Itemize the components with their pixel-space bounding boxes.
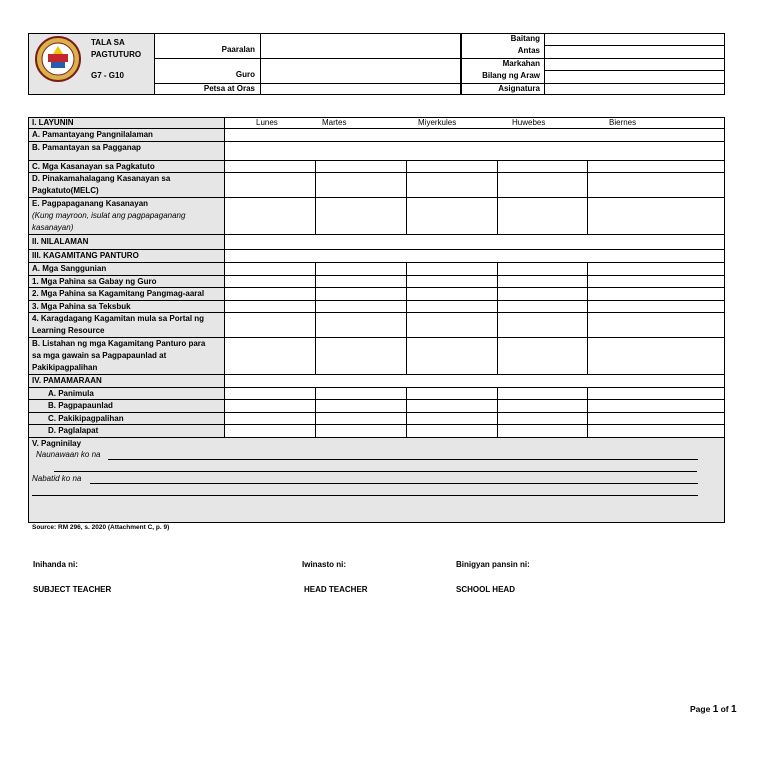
field-label-asignatura: Asignatura xyxy=(498,84,540,93)
petsa-input[interactable] xyxy=(262,85,459,94)
field-label-baitang: Baitang xyxy=(510,34,540,43)
header-title-line1: TALA SA xyxy=(91,38,125,47)
day-header-biernes: Biernes xyxy=(609,118,637,127)
row-layunin: I. LAYUNIN xyxy=(32,118,74,127)
row-pamantayang-pangnilalaman: A. Pamantayang Pangnilalaman xyxy=(32,130,153,139)
row-pamantayan-pagganap: B. Pamantayan sa Pagganap xyxy=(32,143,141,152)
row-pangmag-aaral: 2. Mga Pahina sa Kagamitang Pangmag-aaral xyxy=(32,289,205,298)
guro-input[interactable] xyxy=(262,60,459,82)
paaralan-input[interactable] xyxy=(262,35,459,57)
header-title-line2: PAGTUTURO xyxy=(91,50,142,59)
row-pakikipagpalihan: C. Pakikipagpalihan xyxy=(48,414,124,423)
nabatid-line1[interactable] xyxy=(90,483,698,484)
row-pagpapaganang: E. Pagpapaganang Kasanayan xyxy=(32,199,149,208)
row-panimula: A. Panimula xyxy=(48,389,94,398)
naunawaan-label: Naunawaan ko na xyxy=(36,450,101,459)
row-sanggunian: A. Mga Sanggunian xyxy=(32,264,107,273)
naunawaan-line2[interactable] xyxy=(54,471,697,472)
row-pagpapaunlad: B. Pagpapaunlad xyxy=(48,401,113,410)
field-label-antas: Antas xyxy=(517,46,540,55)
row-kagamitang-panturo: III. KAGAMITANG PANTURO xyxy=(32,251,139,260)
school-head-label: SCHOOL HEAD xyxy=(456,585,515,594)
field-label-paaralan: Paaralan xyxy=(221,45,255,54)
row-portal-line2: Learning Resource xyxy=(32,326,105,335)
row-nilalaman: II. NILALAMAN xyxy=(32,237,89,246)
day-header-lunes: Lunes xyxy=(256,118,278,127)
field-label-petsa: Petsa at Oras xyxy=(203,84,255,93)
row-pagpapaganang-note1: (Kung mayroon, isulat ang pagpapaganang xyxy=(32,211,186,220)
field-label-bilang: Bilang ng Araw xyxy=(482,71,540,80)
day-header-martes: Martes xyxy=(322,118,347,127)
inihanda-label: Inihanda ni: xyxy=(33,560,78,569)
naunawaan-line1[interactable] xyxy=(108,459,698,460)
nabatid-label: Nabatid ko na xyxy=(32,474,82,483)
deped-seal-logo xyxy=(33,36,83,82)
header-grades: G7 - G10 xyxy=(91,71,124,80)
row-pamamaraan: IV. PAMAMARAAN xyxy=(32,376,102,385)
field-label-markahan: Markahan xyxy=(502,59,540,68)
row-listahan-line3: Pakikipagpalihan xyxy=(32,363,98,372)
head-teacher-label: HEAD TEACHER xyxy=(304,585,368,594)
day-header-huwebes: Huwebes xyxy=(512,118,546,127)
subject-teacher-label: SUBJECT TEACHER xyxy=(33,585,112,594)
row-kasanayan-pagkatuto: C. Mga Kasanayan sa Pagkatuto xyxy=(32,162,155,171)
day-header-miyerkules: Miyerkules xyxy=(418,118,457,127)
field-label-guro: Guro xyxy=(235,70,255,79)
row-melc-line2: Pagkatuto(MELC) xyxy=(32,186,99,195)
nabatid-line2[interactable] xyxy=(32,495,698,496)
binigyan-label: Binigyan pansin ni: xyxy=(456,560,530,569)
iwinasto-label: Iwinasto ni: xyxy=(302,560,346,569)
source-note: Source: RM 296, s. 2020 (Attachment C, p. 9) xyxy=(32,524,170,531)
row-gabay-guro: 1. Mga Pahina sa Gabay ng Guro xyxy=(32,277,157,286)
row-melc-line1: D. Pinakamahalagang Kasanayan sa xyxy=(32,174,171,183)
row-listahan-line1: B. Listahan ng mga Kagamitang Panturo para xyxy=(32,339,206,348)
row-pagpapaganang-note2: kasanayan) xyxy=(32,223,74,232)
page-number: Page 1 of 1 xyxy=(690,704,737,715)
pagninilay-label: V. Pagninilay xyxy=(32,439,82,448)
row-listahan-line2: sa mga gawain sa Pagpapaunlad at xyxy=(32,351,167,360)
row-teksbuk: 3. Mga Pahina sa Teksbuk xyxy=(32,302,131,311)
row-portal-line1: 4. Karagdagang Kagamitan mula sa Portal ng xyxy=(32,314,205,323)
row-paglalapat: D. Paglalapat xyxy=(48,426,99,435)
